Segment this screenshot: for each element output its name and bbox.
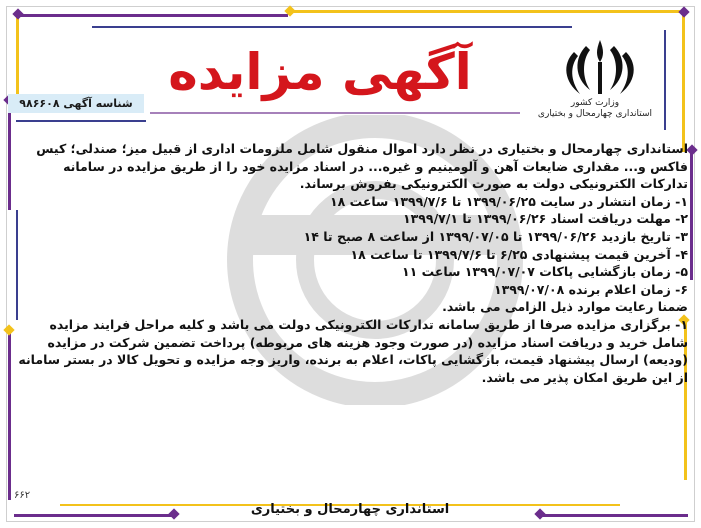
- frame-line-left-mid: [8, 100, 11, 210]
- ad-id-badge: شناسه آگهی ۹۸۶۶۰۸: [8, 94, 144, 113]
- frame-line-mid-left: [16, 120, 146, 122]
- footer-code: ۶۶۲: [14, 490, 31, 501]
- intro-paragraph: استانداری چهارمحال و بختیاری در نظر دارد اموال منقول شامل ملزومات اداری از قبیل میز؛ صندلی؛ کیس فاکس و... مقداری ضایعات آهن و آلومینیم و غیره... در اسناد مزایده خود را از طریق مزایده در سامانه تدارکات الکترونیکی دولت به صورت الکترونیکی بفروش برساند.: [36, 141, 688, 192]
- list-item: ۴- آخرین قیمت پیشنهادی ۶/۲۵ تا ۱۳۹۹/۷/۶ تا ساعت ۱۸: [350, 246, 688, 262]
- list-item: ۲- مهلت دریافت اسناد ۱۳۹۹/۰۶/۲۶ تا ۱۳۹۹/۷/۱: [403, 211, 688, 227]
- page-title: آگهی مزایده: [168, 43, 472, 101]
- list-item: ۶- زمان اعلام برنده ۱۳۹۹/۰۷/۰۸: [494, 281, 688, 297]
- ministry-label: [530, 98, 660, 120]
- frame-line-left-bottom: [8, 330, 11, 500]
- ministry-line2: استانداری چهارمحال و بختیاری: [537, 109, 653, 119]
- list-item: ۵- زمان بازگشایی پاکات ۱۳۹۹/۰۷/۰۷ ساعت ۱۱: [402, 264, 688, 280]
- frame-line-right-top: [682, 12, 685, 152]
- footer-organization: استانداری چهارمحال و بختیاری: [250, 502, 450, 517]
- frame-line-top-left: [18, 14, 288, 17]
- frame-line-top-inner: [92, 26, 572, 28]
- ministry-line1: وزارت کشور: [570, 98, 620, 108]
- frame-line-right-inner: [664, 30, 666, 130]
- frame-line-top-mid: [290, 10, 680, 13]
- notice-line: ضمنا رعایت موارد ذیل الزامی می باشد.: [442, 299, 688, 315]
- list-item: ۳- تاریخ بازدید ۱۳۹۹/۰۶/۲۶ تا ۱۳۹۹/۰۷/۰۵ از ساعت ۸ صبح تا ۱۴: [303, 228, 688, 244]
- iran-emblem-icon: [560, 36, 640, 98]
- note-paragraph: ۱- برگزاری مزایده صرفا از طریق سامانه تدارکات الکترونیکی دولت می باشد و کلیه مراحل فرایند مزایده شامل خرید و دریافت اسناد مزایده (در صورت وجود هزینه های مربوطه) پرداخت تضمین شرکت در مزایده (ودیعه) ارسال پیشنهاد قیمت، بازگشایی پاکات، اعلام به برنده، واریز وجه مزایده و تحویل کالا در بستر سامانه از این طریق امکان پذیر می باشد.: [18, 316, 688, 385]
- ad-body: [12, 140, 688, 386]
- frame-line-right-mid: [690, 150, 693, 280]
- frame-line-header-under: [150, 112, 520, 114]
- list-item: ۱- زمان انتشار در سایت ۱۳۹۹/۰۶/۲۵ تا ۱۳۹۹/۷/۶ ساعت ۱۸: [329, 193, 688, 209]
- frame-line-left-top: [16, 14, 19, 94]
